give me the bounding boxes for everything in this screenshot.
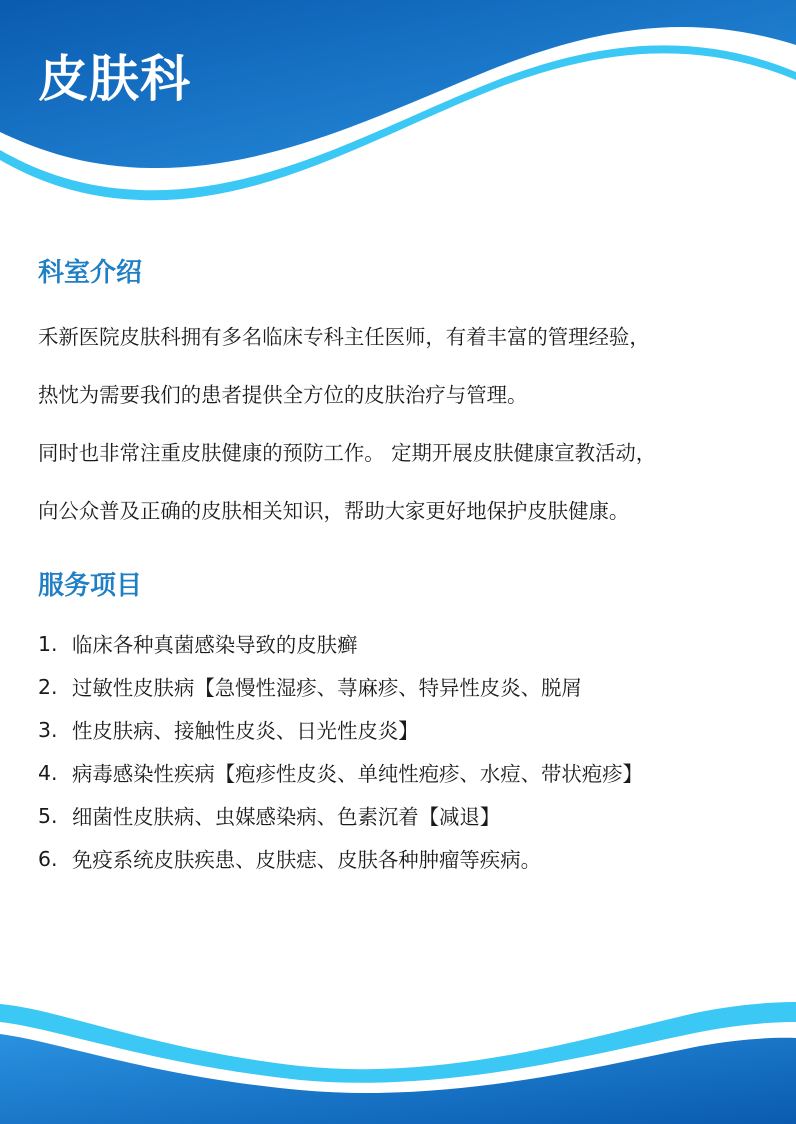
services-heading: 服务项目 xyxy=(38,571,143,601)
list-item-text: 免疫系统皮肤疾患、皮肤痣、皮肤各种肿瘤等疾病。 xyxy=(72,848,541,872)
list-item-text: 临床各种真菌感染导致的皮肤癣 xyxy=(72,633,358,657)
intro-heading: 科室介绍 xyxy=(38,258,143,288)
intro-paragraph-line: 向公众普及正确的皮肤相关知识，帮助大家更好地保护皮肤健康。 xyxy=(38,499,630,523)
list-item xyxy=(38,708,643,751)
services-list xyxy=(38,622,643,880)
list-item-number: 1. xyxy=(38,631,58,656)
list-item xyxy=(38,622,643,665)
list-item-number: 5. xyxy=(38,803,58,828)
intro-paragraph-line: 同时也非常注重皮肤健康的预防工作。 定期开展皮肤健康宣教活动， xyxy=(38,441,657,465)
list-item-number: 2. xyxy=(38,674,58,699)
list-item xyxy=(38,794,643,837)
list-item-text: 性皮肤病、接触性皮炎、日光性皮炎】 xyxy=(72,719,419,743)
list-item-number: 3. xyxy=(38,717,58,742)
page-title: 皮肤科 xyxy=(38,50,191,108)
list-item xyxy=(38,665,643,708)
header-wave-decoration xyxy=(0,0,796,230)
list-item-number: 6. xyxy=(38,846,58,871)
intro-paragraph-line: 热忱为需要我们的患者提供全方位的皮肤治疗与管理。 xyxy=(38,383,528,407)
footer-wave-decoration xyxy=(0,994,796,1124)
list-item xyxy=(38,837,643,880)
intro-paragraph-line: 禾新医院皮肤科拥有多名临床专科主任医师，有着丰富的管理经验， xyxy=(38,325,650,349)
list-item xyxy=(38,751,643,794)
list-item-number: 4. xyxy=(38,760,58,785)
list-item-text: 细菌性皮肤病、虫媒感染病、色素沉着【减退】 xyxy=(72,805,501,829)
list-item-text: 过敏性皮肤病【急慢性湿疹、荨麻疹、特异性皮炎、脱屑 xyxy=(72,676,582,700)
list-item-text: 病毒感染性疾病【疱疹性皮炎、单纯性疱疹、水痘、带状疱疹】 xyxy=(72,762,643,786)
